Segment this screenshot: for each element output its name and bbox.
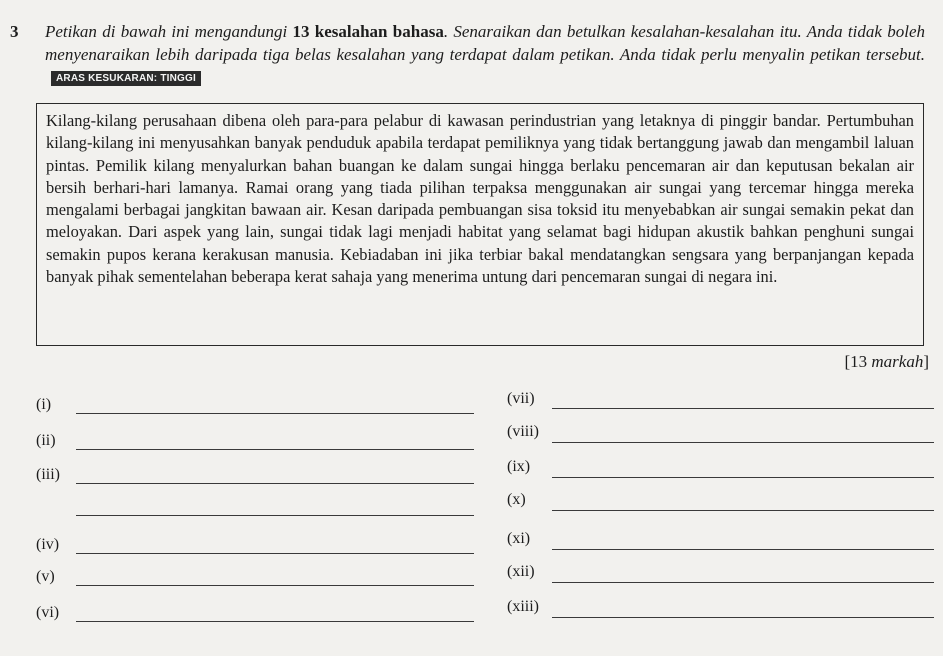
answer-label-ii: (ii) bbox=[36, 432, 56, 449]
question-number: 3 bbox=[10, 22, 19, 41]
answer-label-v: (v) bbox=[36, 568, 55, 585]
answer-label-vi: (vi) bbox=[36, 604, 60, 621]
answer-label-iv: (iv) bbox=[36, 536, 60, 553]
error-count: 13 kesalahan bahasa bbox=[292, 22, 444, 41]
marks-close: ] bbox=[923, 352, 929, 371]
difficulty-badge: ARAS KESUKARAN: TINGGI bbox=[51, 71, 201, 86]
marks-label bbox=[844, 352, 929, 372]
answer-line-vi[interactable] bbox=[76, 621, 474, 622]
answer-line-iv[interactable] bbox=[76, 553, 474, 554]
answer-line-i[interactable] bbox=[76, 413, 474, 414]
answer-line-iii[interactable] bbox=[76, 483, 474, 484]
question-instructions bbox=[45, 20, 925, 89]
answer-line-iii-continued[interactable] bbox=[76, 515, 474, 516]
answer-label-iii: (iii) bbox=[36, 466, 60, 483]
answer-line-xiii[interactable] bbox=[552, 617, 934, 618]
passage-text: Kilang-kilang perusahaan dibena oleh para-para pelabur di kawasan perindustrian yang letaknya di pinggir bandar. Pertumbuhan kilang-kilang ini menyusahkan banyak penduduk apabila terdapat pemiliknya yang tidak bertanggung jawab dan mengambil laluan pintas. Pemilik kilang menyalurkan bahan buangan ke dalam sungai hingga berlaku pencemaran air dan keputusan bekalan air bersih berhari-hari lamanya. Ramai orang yang tiada pilihan terpaksa menggunakan air sungai yang tercemar hingga mereka mengalami berbagai jangkitan bawaan air. Kesan daripada pembuangan sisa toksid itu menyebabkan air sungai semakin pekat dan meloyakan. Dari aspek yang lain, sungai tidak lagi menjadi habitat yang selamat bagi hidupan akustik bahkan penghuni sungai semakin pupos kerana kerakusan manusia. Kebiadaban ini jika terbiar bakal mendatangkan sengsara yang berpanjangan kepada banyak pihak sementelahan beberapa kerat sahaja yang menerima untung dari pencemaran sungai di negara ini. bbox=[46, 111, 914, 287]
answer-label-x: (x) bbox=[507, 491, 526, 508]
answer-label-vii: (vii) bbox=[507, 390, 535, 407]
answer-label-ix: (ix) bbox=[507, 458, 531, 475]
answer-label-viii: (viii) bbox=[507, 423, 539, 440]
answer-line-v[interactable] bbox=[76, 585, 474, 586]
answer-label-xiii: (xiii) bbox=[507, 598, 539, 615]
marks-word: markah bbox=[871, 352, 924, 371]
answer-label-i: (i) bbox=[36, 396, 52, 413]
instruction-part1: Petikan di bawah ini mengandungi bbox=[45, 22, 293, 41]
answer-label-xii: (xii) bbox=[507, 563, 535, 580]
answer-line-xi[interactable] bbox=[552, 549, 934, 550]
answer-line-ix[interactable] bbox=[552, 477, 934, 478]
passage-box bbox=[36, 103, 924, 346]
answer-line-x[interactable] bbox=[552, 510, 934, 511]
answer-line-ii[interactable] bbox=[76, 449, 474, 450]
marks-open: [13 bbox=[844, 352, 872, 371]
answer-line-xii[interactable] bbox=[552, 582, 934, 583]
answer-line-viii[interactable] bbox=[552, 442, 934, 443]
answer-label-xi: (xi) bbox=[507, 530, 531, 547]
instruction-part2: . Senaraikan dan betulkan kesalahan-kesalahan itu. Anda tidak boleh menyenaraikan lebih daripada tiga belas kesalahan yang terdapat dalam petikan. Anda tidak perlu menyalin petikan tersebut. bbox=[45, 22, 925, 64]
answer-line-vii[interactable] bbox=[552, 408, 934, 409]
